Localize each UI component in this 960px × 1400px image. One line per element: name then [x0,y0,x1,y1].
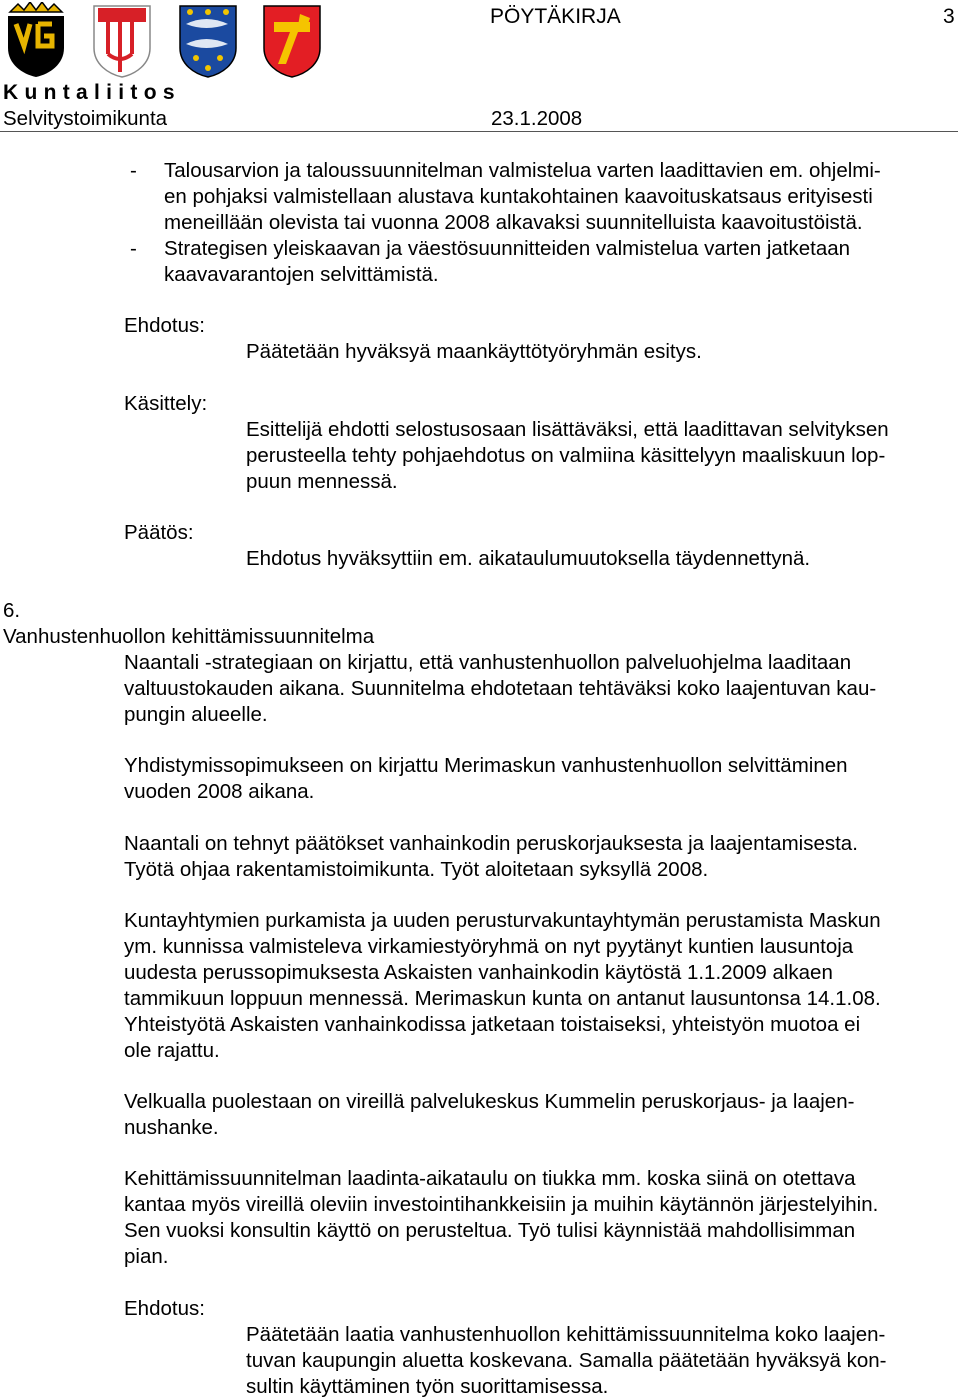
ehdotus-line: Päätetään laatia vanhustenhuollon kehittämissuunnitelma koko laajen- [246,1323,886,1346]
bullet-item [130,236,956,288]
kasittely-text [246,417,958,495]
paragraph-line: Yhteistyötä Askaisten vanhainkodissa jatketaan toistaiseksi, yhteistyön muotoa ei [124,1013,861,1036]
bullet-line: Strategisen yleiskaavan ja väestösuunnitteiden valmistelua varten jatketaan [164,237,851,260]
paragraph-line: Kuntayhtymien purkamista ja uuden perusturvakuntayhtymän perustamista Maskun [124,909,881,932]
bullet-line: meneillään olevista tai vuonna 2008 alkavaksi suunnitelluista kaavoitustöistä. [164,211,863,234]
paragraph [124,908,958,1064]
ehdotus-line: tuvan kaupungin aluetta koskevana. Samalla päätetään hyväksyä kon- [246,1349,887,1372]
ehdotus-label: Ehdotus: [124,314,205,337]
paragraph-line: vuoden 2008 aikana. [124,780,315,803]
ehdotus-label: Ehdotus: [124,1297,205,1320]
paragraph-line: Velkualla puolestaan on vireillä palvelukeskus Kummelin peruskorjaus- ja laajen- [124,1090,855,1113]
red-white-tree-shield-icon [90,2,154,78]
paragraph [124,1166,958,1270]
committee-name: Selvitystoimikunta [3,107,168,130]
paragraph-line: pungin alueelle. [124,703,268,726]
bullet-dash: - [130,159,137,182]
paragraph-line: tammikuun loppuun mennessä. Merimaskun kunta on antanut lausuntonsa 14.1.08. [124,987,881,1010]
header-divider [0,131,958,132]
paatos-text: Ehdotus hyväksyttiin em. aikataulumuutoksella täydennettynä. [246,547,811,570]
paragraph [124,831,958,883]
bullet-line: Talousarvion ja taloussuunnitelman valmistelua varten laadittavien em. ohjelmi- [164,159,881,182]
kasittely-label: Käsittely: [124,392,208,415]
paragraph [124,1089,958,1141]
paragraph-line: ole rajattu. [124,1039,220,1062]
paragraph-line: nushanke. [124,1116,219,1139]
ehdotus-text [246,1322,958,1400]
page-number: 3 [943,5,955,28]
paragraph-line: Sen vuoksi konsultin käyttö on perusteltua. Työ tulisi käynnistää mahdollisimman [124,1219,856,1242]
document-type: PÖYTÄKIRJA [490,5,621,28]
vg-crown-shield-icon [4,2,68,78]
bullet-item [130,158,956,236]
paragraph-line: pian. [124,1245,169,1268]
paragraph-line: uudesta perussopimuksesta Askaisten vanhainkodin käytöstä 1.1.2009 alkaen [124,961,833,984]
paatos-label: Päätös: [124,521,194,544]
organization-name: Kuntaliitos [3,81,181,104]
meeting-date: 23.1.2008 [491,107,583,130]
blue-fish-stars-shield-icon [176,2,240,78]
paragraph-line: Yhdistymissopimukseen on kirjattu Merimaskun vanhustenhuollon selvittäminen [124,754,848,777]
bullet-dash: - [130,237,137,260]
paragraph-line: Työtä ohjaa rakentamistoimikunta. Työt aloitetaan syksyllä 2008. [124,858,709,881]
paragraph-line: Naantali -strategiaan on kirjattu, että vanhustenhuollon palveluohjelma laaditaan [124,651,852,674]
ehdotus-text: Päätetään hyväksyä maankäyttötyöryhmän esitys. [246,340,702,363]
kasittely-line: perusteella tehty pohjaehdotus on valmiina käsittelyyn maaliskuun lop- [246,444,886,467]
section-title: Vanhustenhuollon kehittämissuunnitelma [3,625,375,648]
paragraph-line: ym. kunnissa valmisteleva virkamiestyöryhmä on nyt pyytänyt kuntien lausuntoja [124,935,854,958]
paragraph-line: Naantali on tehnyt päätökset vanhainkodin peruskorjauksesta ja laajentamisesta. [124,832,858,855]
bullet-line: kaavavarantojen selvittämistä. [164,263,439,286]
paragraph [124,650,958,728]
section-number: 6. [3,599,21,622]
bullet-line: en pohjaksi valmistellaan alustava kuntakohtainen kaavoituskatsaus erityisesti [164,185,873,208]
kasittely-line: Esittelijä ehdotti selostusosaan lisättäväksi, että laadittavan selvityksen [246,418,889,441]
paragraph [124,753,958,805]
kasittely-line: puun mennessä. [246,470,398,493]
paragraph-line: Kehittämissuunnitelman laadinta-aikataulu on tiukka mm. koska siinä on otettava [124,1167,856,1190]
red-yellow-axe-shield-icon [260,2,324,78]
paragraph-line: kantaa myös vireillä oleviin investointihankkeisiin ja muihin käytännön järjestelyihin. [124,1193,879,1216]
paragraph-line: valtuustokauden aikana. Suunnitelma ehdotetaan tehtäväksi koko laajentuvan kau- [124,677,877,700]
ehdotus-line: sultin käyttäminen työn suorittamisessa. [246,1375,609,1398]
